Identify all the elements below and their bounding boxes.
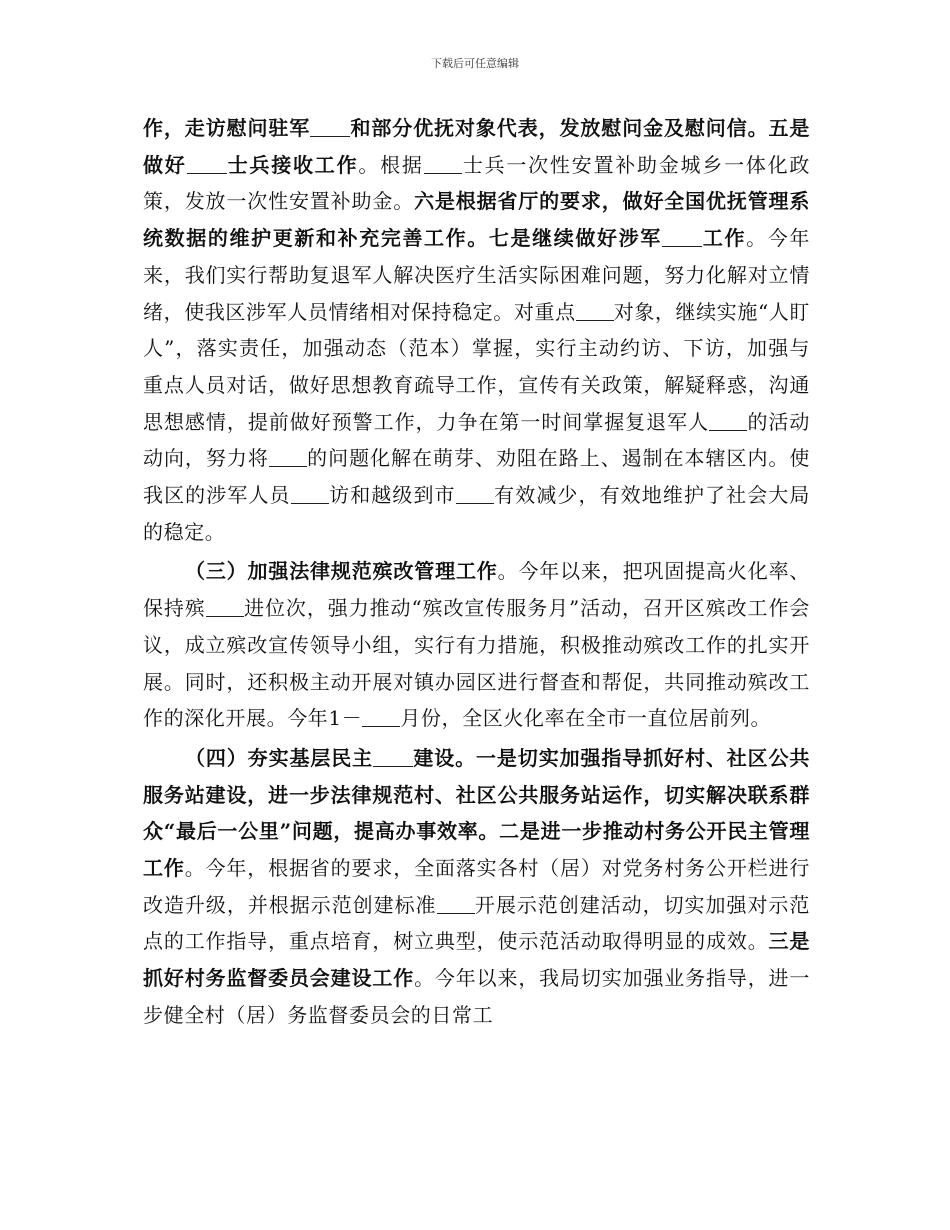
document-body <box>143 110 810 1034</box>
blank-underline <box>187 155 227 174</box>
bold-text: 士兵接收工作 <box>226 152 359 177</box>
page-header: 下载后可任意编辑 <box>431 57 519 70</box>
body-text: 月份，全区火化率在全市一直位居前列。 <box>400 706 772 731</box>
body-text: 。今年以来，把巩固提高火化率、保持殡 <box>143 559 811 621</box>
blank-underline <box>269 448 307 467</box>
body-text: 。根据 <box>358 152 424 177</box>
body-text: 进位次，强力推动“殡改宣传服务月”活动，召开区殡改工作会议，成立殡改宣传领导小组，实行有力措施，积极推动殡改工作的扎实开展。同时，还积极主动开展对镇办园区进行督查和帮促，共同推动殡改工作的深化开展。今年1－ <box>143 596 810 731</box>
body-text: 开展示范创建活动，切实加强对示范点的工作指导，重点培育，树立典型，使示范活动取得明显的成效。 <box>143 892 810 954</box>
paragraph-1 <box>143 110 810 550</box>
body-text: 。今年以来，我局切实加强业务指导，进一步健全村（居）务监督委员会的日常工 <box>143 966 810 1027</box>
body-text: 访和越级到市 <box>328 483 456 508</box>
blank-underline <box>373 748 413 767</box>
body-text: 的问题化解在萌芽、劝阻在路上、遏制在本辖区内。使我区的涉军人员 <box>143 446 810 508</box>
paragraph-2 <box>143 553 810 737</box>
blank-underline <box>291 485 329 504</box>
bold-text: 六是根据省厅的要求，做好全国优抚管理系统数据的维护更新和补充完善工作。七是继续做好涉军 <box>143 189 810 251</box>
body-text: 士兵一次性安置补助金城乡一体化政策，发放一次性安置补助金。 <box>143 152 810 214</box>
paragraph-3 <box>143 740 810 1034</box>
blank-underline <box>206 598 244 617</box>
body-text: 。今年，根据省的要求，全面落实各村（居）对党务村务公开栏进行改造升级，并根据示范创建标准 <box>143 856 810 917</box>
body-text: 对象，继续实施“人盯人”，落实责任，加强动态（范本）掌握，实行主动约访、下访，加强与重点人员对话，做好思想教育疏导工作，宣传有关政策，解疑释惑，沟通思想感情，提前做好预警工作，力争在第一时间掌握复退军人 <box>143 299 810 434</box>
blank-underline <box>362 708 400 727</box>
blank-underline <box>310 118 350 137</box>
bold-text: 建设。一是切实加强指导抓好村、社区公共服务站建设，进一步法律规范村、社区公共服务站运作，切实解决联系群众“最后一公里”问题，提高办事效率。二是进一步推动村务公开民主管理工作 <box>143 745 811 881</box>
blank-underline <box>456 485 494 504</box>
blank-underline <box>576 302 614 321</box>
bold-text: 作，走访慰问驻军 <box>143 116 311 140</box>
section-heading: （四）夯实基层民主 <box>185 745 374 770</box>
bold-text: 工作 <box>701 226 747 251</box>
blank-underline <box>437 895 475 914</box>
body-text: 的活动动向，努力将 <box>143 409 810 471</box>
body-text: 有效减少，有效地维护了社会大局的稳定。 <box>143 483 810 544</box>
blank-underline <box>662 228 702 247</box>
blank-underline <box>424 155 462 174</box>
blank-underline <box>709 412 747 431</box>
section-heading: （三）加强法律规范殡改管理工作 <box>185 559 498 584</box>
bold-text: 三是抓好村务监督委员会建设工作 <box>143 929 810 991</box>
bold-text: 和部分优抚对象代表，发放慰问金及慰问信。五是做好 <box>143 116 810 177</box>
body-text: 。今年来，我们实行帮助复退军人解决医疗生活实际困难问题，努力化解对立情绪，使我区涉军人员情绪相对保持稳定。对重点 <box>143 226 810 324</box>
